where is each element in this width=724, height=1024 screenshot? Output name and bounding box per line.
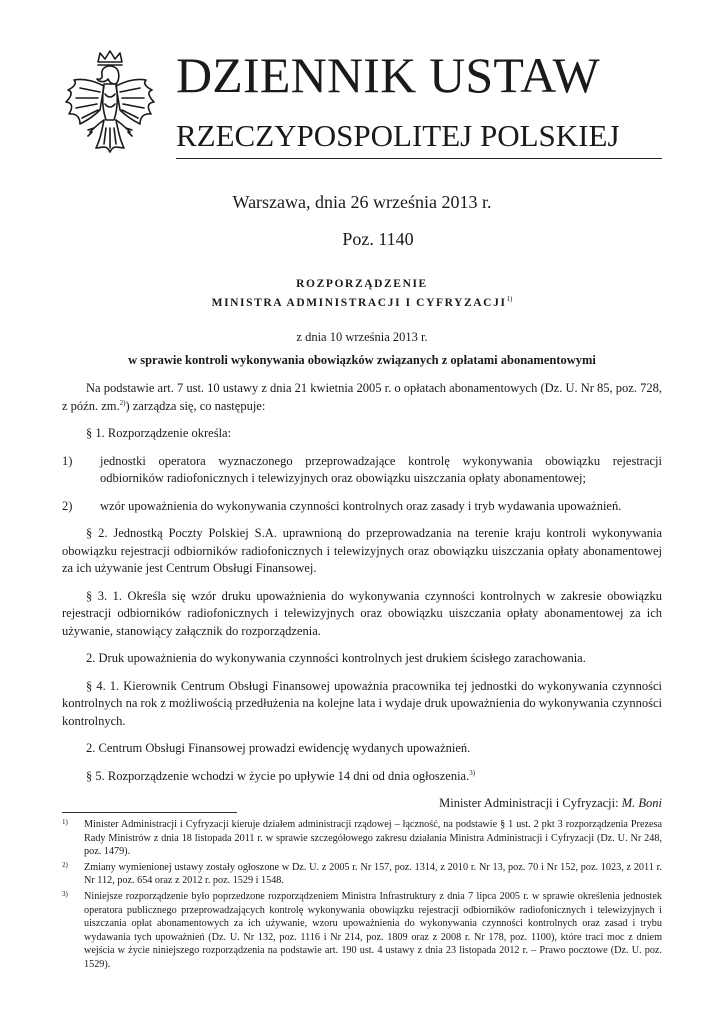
act-date: z dnia 10 września 2013 r. [296, 330, 428, 344]
section-5-text: § 5. Rozporządzenie wchodzi w życie po upływie 14 dni od dnia ogłoszenia. [86, 768, 470, 783]
act-issuer [0, 297, 724, 309]
place-and-date: Warszawa, dnia 26 września 2013 r. [232, 192, 492, 212]
section-5 [62, 768, 662, 786]
issuer-name: MINISTRA ADMINISTRACJI I CYFRYZACJI [211, 297, 507, 309]
footnote-ref-2: 2) [119, 398, 126, 407]
title-divider [176, 158, 662, 159]
footnote-number: 2) [62, 860, 68, 869]
list-item [62, 498, 662, 516]
preamble [62, 380, 662, 415]
section-3-paragraph-1: § 3. 1. Określa się wzór druku upoważnienia do wykonywania czynności kontrolnych w zakresie obowiązku rejestracji odbiorników radiofonicznych i telewizyjnych oraz obowiązku uiszczania opłaty abonamentowej za ich używanie, stanowiący załącznik do rozporządzenia. [62, 588, 662, 638]
position-number: Poz. 1140 [342, 229, 414, 249]
footnote-divider [62, 812, 237, 813]
list-item [62, 453, 662, 488]
act-type: ROZPORZĄDZENIE [296, 278, 428, 290]
signature [62, 795, 662, 813]
footnote [62, 861, 662, 888]
signature-name: M. Boni [621, 796, 662, 810]
list-item-text: jednostki operatora wyznaczonego przeprowadzające kontrolę wykonywania obowiązku rejestracji odbiorników radiofonicznych i telewizyjnych oraz obowiązku uiszczania opłaty abonamentowej; [100, 453, 662, 485]
footnote-text: Niniejsze rozporządzenie było poprzedzone rozporządzeniem Ministra Infrastruktury z dnia 7 lipca 2005 r. w sprawie określenia jednostek operatora publicznego przeprowadzających kontrolę wykonywania obowiązku rejestracji odbiorników radiofonicznych i telewizyjnych i uiszczania opłat abonamentowych za ich używanie, wzoru upoważnienia do wykonywania czynności kontrolnych oraz zasad i trybu wydawania tych upoważnień (Dz. U. Nr 132, poz. 1116 i Nr 214, poz. 1809 oraz z 2008 r. Nr 178, poz. 1100), które traci moc z dniem wejścia w życie niniejszego rozporządzenia na podstawie art. 190 ust. 4 ustawy z dnia 23 listopada 2012 r. – Prawo pocztowe (Dz. U. poz. 1529). [84, 890, 662, 970]
polish-eagle-icon [60, 48, 160, 160]
section-3-paragraph-2: 2. Druk upoważnienia do wykonywania czynności kontrolnych jest drukiem ścisłego zarachowania. [86, 651, 586, 665]
footnote-text: Minister Administracji i Cyfryzacji kieruje działem administracji rządowej – łączność, na podstawie § 1 ust. 2 pkt 3 rozporządzenia Prezesa Rady Ministrów z dnia 18 listopada 2011 r. w sprawie szczegółowego zakresu działania Ministra Administracji i Cyfryzacji (Dz. U. Nr 248, poz. 1479). [84, 819, 662, 858]
footnote-number: 1) [62, 818, 68, 826]
journal-subtitle: RZECZYPOSPOLITEJ POLSKIEJ [176, 118, 620, 153]
act-body [62, 380, 662, 813]
preamble-text-end: ) zarządza się, co następuje: [125, 398, 266, 413]
section-1-intro: § 1. Rozporządzenie określa: [86, 426, 232, 440]
footnote [62, 890, 662, 972]
section-4-paragraph-1: § 4. 1. Kierownik Centrum Obsługi Finansowej upoważnia pracownika tej jednostki do wykonywania czynności kontrolnych na rok z możliwością przedłużenia na kolejne lata i wydaje druk upoważnienia do wykonywania czynności kontrolnych. [62, 678, 662, 728]
footnote [62, 818, 662, 859]
act-subject: w sprawie kontroli wykonywania obowiązków związanych z opłatami abonamentowymi [128, 353, 596, 367]
list-item-number: 2) [62, 498, 73, 513]
footnote-text: Zmiany wymienionej ustawy zostały ogłoszone w Dz. U. z 2005 r. Nr 157, poz. 1314, z 2010 r. Nr 13, poz. 70 i Nr 152, poz. 1023, z 2011 r. Nr 112, poz. 654 oraz z 2012 r. poz. 1529 i 1548. [84, 861, 662, 887]
footnote-ref-1: 1) [506, 295, 513, 304]
section-4-paragraph-2: 2. Centrum Obsługi Finansowej prowadzi ewidencję wydanych upoważnień. [86, 741, 471, 755]
journal-title: DZIENNIK USTAW [176, 47, 600, 103]
list-item-number: 1) [62, 453, 73, 468]
signature-title: Minister Administracji i Cyfryzacji: [439, 796, 619, 810]
section-2: § 2. Jednostką Poczty Polskiej S.A. uprawnioną do przeprowadzania na terenie kraju kontroli wykonywania obowiązku rejestracji odbiorników radiofonicznych i telewizyjnych oraz obowiązku uiszczania opłaty abonamentowej za ich używanie jest Centrum Obsługi Finansowej. [62, 526, 662, 575]
footnote-ref-3: 3) [469, 768, 476, 777]
footnote-number: 3) [62, 889, 68, 898]
footnotes [62, 818, 662, 974]
list-item-text: wzór upoważnienia do wykonywania czynności kontrolnych oraz zasady i tryb wydawania upoważnień. [100, 498, 622, 513]
preamble-text: Na podstawie art. 7 ust. 10 ustawy z dnia 21 kwietnia 2005 r. o opłatach abonamentowych (Dz. U. Nr 85, poz. 728, z późn. zm. [62, 381, 662, 413]
